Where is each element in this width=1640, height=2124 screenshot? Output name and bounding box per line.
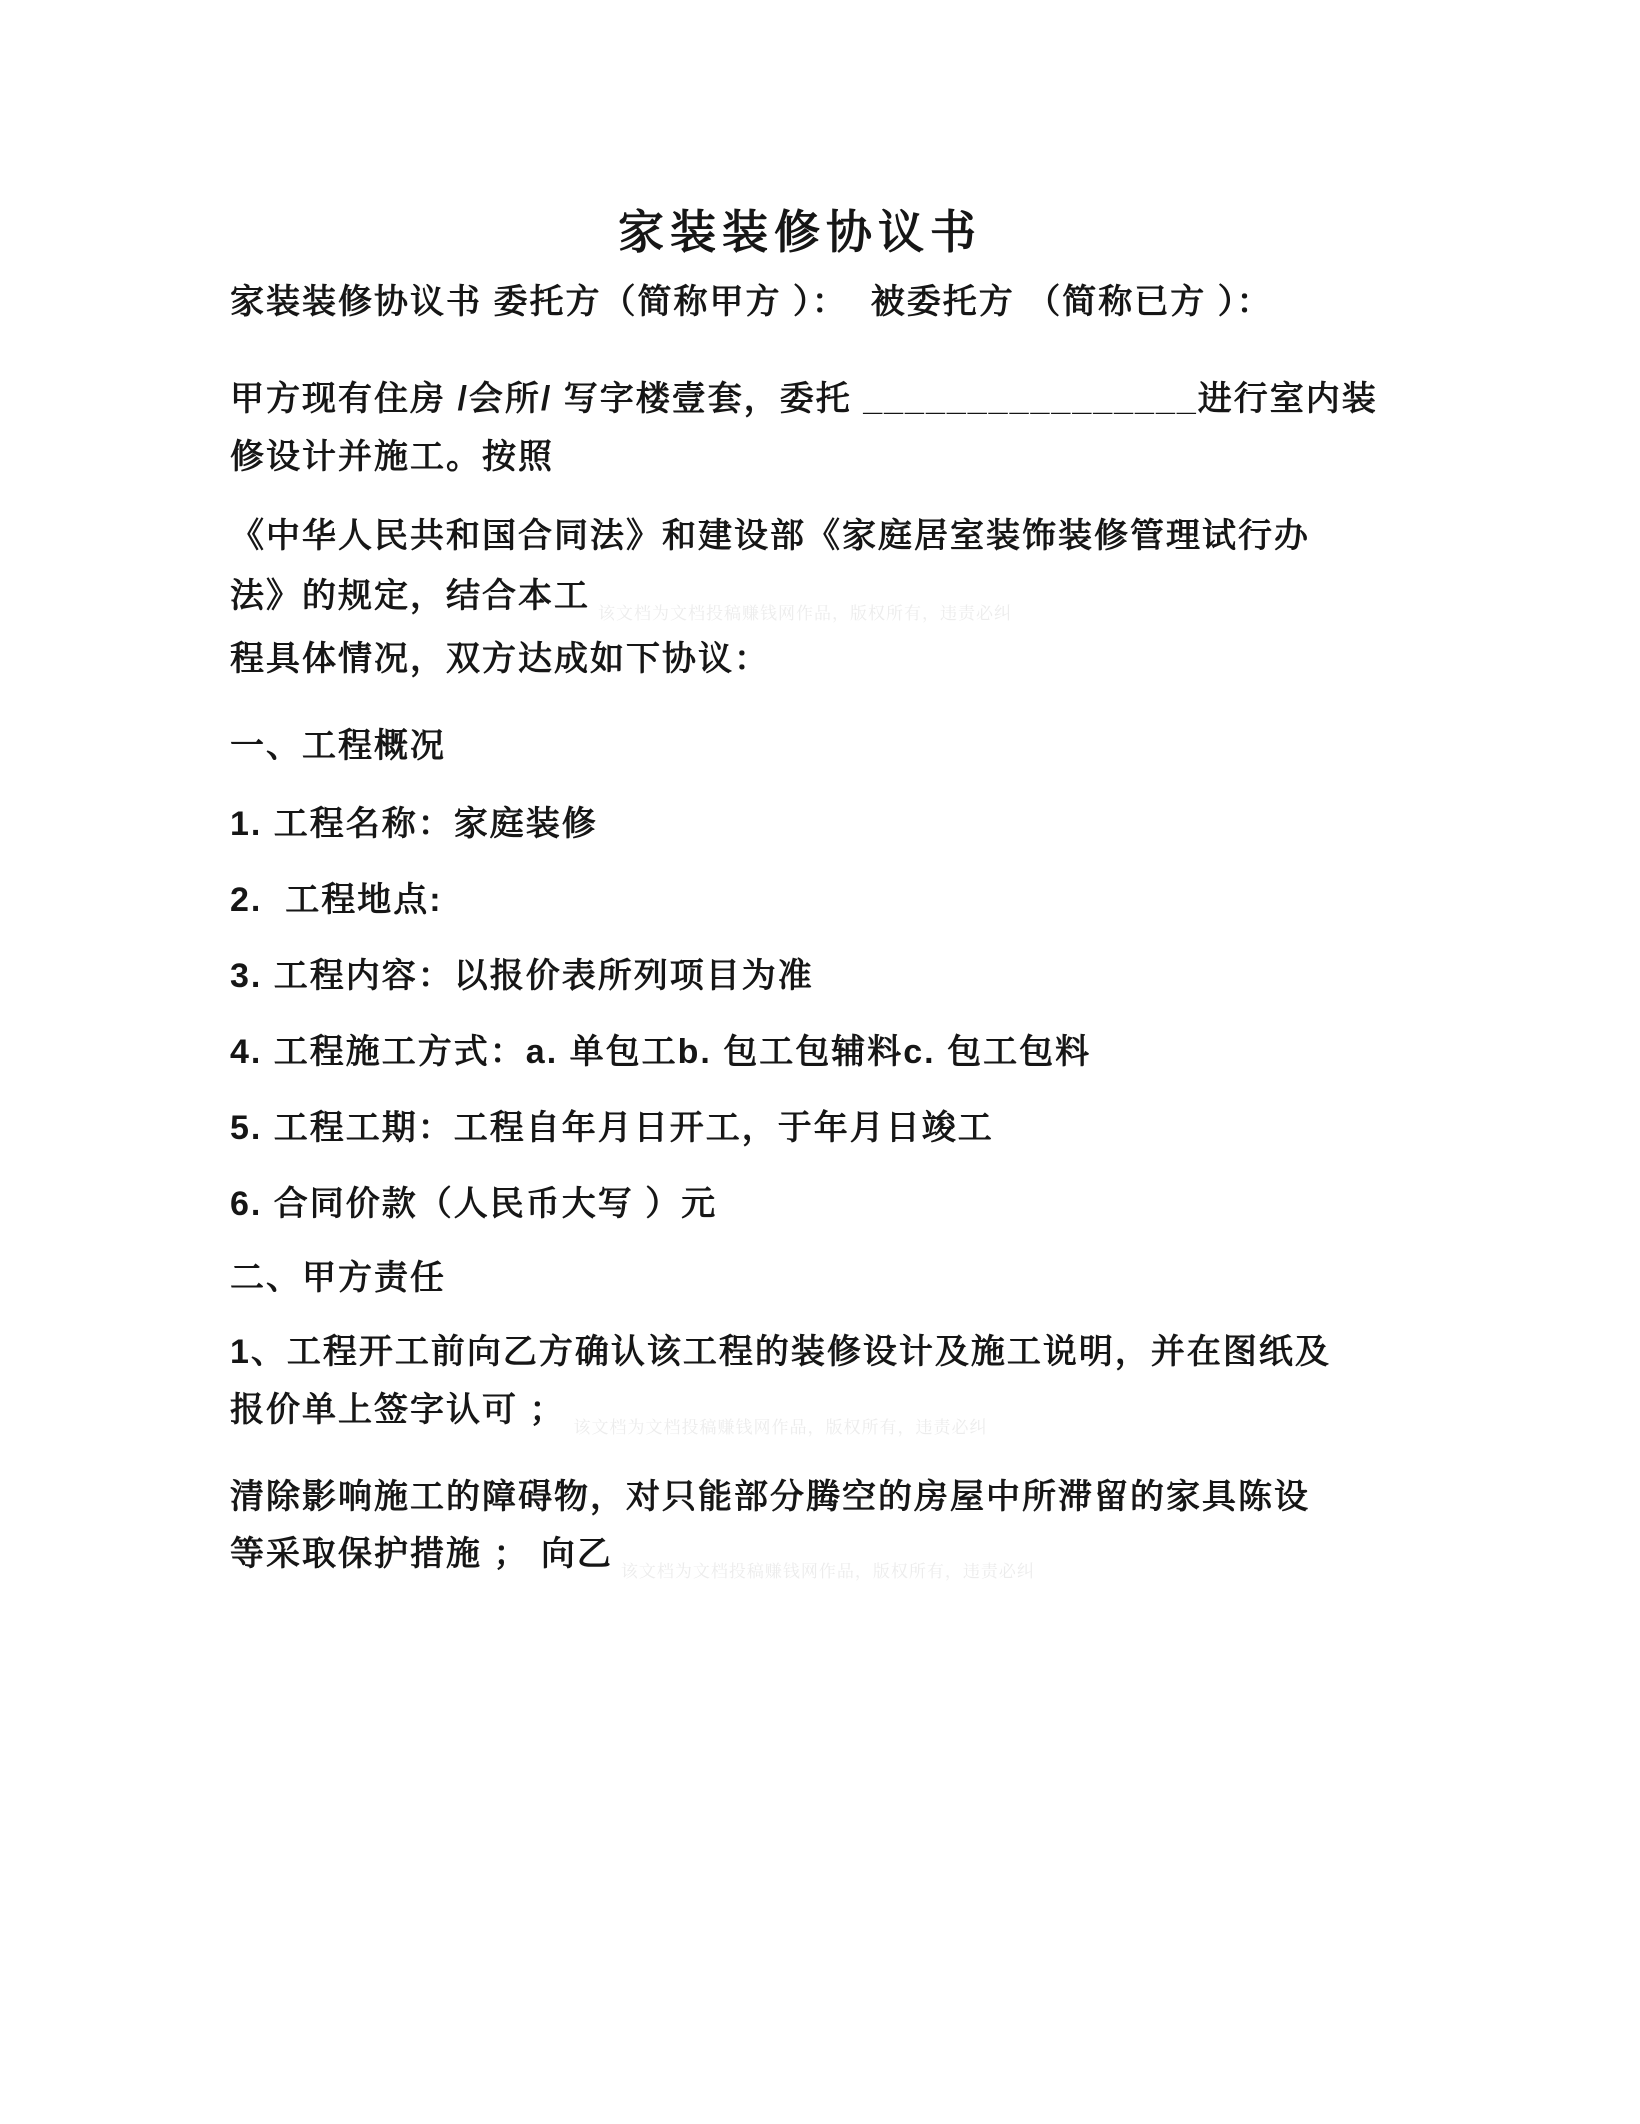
doc-line-text: 修设计并施工。按照	[230, 438, 554, 476]
doc-line-text: 二、甲方责任	[230, 1259, 446, 1297]
doc-line-text: 2. 工程地点:	[230, 881, 443, 919]
watermark-text: 该文档为文档投稿赚钱网作品，版权所有，违责必纠	[620, 1562, 1035, 1581]
doc-line-law-cont	[230, 577, 1012, 623]
doc-line-text: 家装装修协议书 委托方（简称甲方 ）： 被委托方 （简称已方 ）：	[230, 283, 1273, 321]
doc-line-text: 6. 合同价款（人民币大写 ）元	[230, 1185, 718, 1223]
doc-line-clear-obstacles	[230, 1479, 1310, 1516]
doc-line-agreement-intro	[230, 641, 770, 678]
doc-line-confirm-design-cont	[230, 1391, 988, 1437]
doc-line-text: 法》的规定，结合本工	[230, 577, 590, 615]
doc-line-text: 程具体情况，双方达成如下协议：	[230, 640, 770, 678]
section-heading-party-a-responsibility	[230, 1260, 446, 1297]
doc-line-text: 一、工程概况	[230, 727, 446, 765]
doc-line-premises	[230, 381, 1378, 418]
doc-line-text: 1. 工程名称：家庭装修	[230, 805, 598, 843]
doc-line-text: 等采取保护措施 ； 向乙	[230, 1535, 613, 1573]
doc-line-clear-obstacles-cont	[230, 1535, 1035, 1581]
doc-line-text: 甲方现有住房 /会所/ 写字楼壹套，委托 ________________进行室内装	[230, 380, 1378, 418]
doc-line-text: 《中华人民共和国合同法》和建设部《家庭居室装饰装修管理试行办	[230, 517, 1310, 555]
list-item-project-location	[230, 882, 443, 919]
section-heading-project-overview	[230, 728, 446, 765]
list-item-project-content	[230, 958, 814, 995]
doc-line-text: 5. 工程工期：工程自年月日开工，于年月日竣工	[230, 1109, 994, 1147]
list-item-project-duration	[230, 1110, 994, 1147]
page-title: 家装装修协议书	[618, 206, 982, 258]
doc-line-law	[230, 518, 1310, 555]
doc-line-parties	[230, 284, 1273, 321]
doc-line-text: 1、工程开工前向乙方确认该工程的装修设计及施工说明，并在图纸及	[230, 1333, 1331, 1371]
doc-line-text: 4. 工程施工方式：a. 单包工b. 包工包辅料c. 包工包料	[230, 1033, 1092, 1071]
doc-line-text: 清除影响施工的障碍物，对只能部分腾空的房屋中所滞留的家具陈设	[230, 1478, 1310, 1516]
list-item-construction-method	[230, 1034, 1091, 1071]
list-item-project-name	[230, 806, 598, 843]
document-content	[230, 0, 1378, 2124]
doc-line-premises-cont	[230, 439, 554, 476]
watermark-text: 该文档为文档投稿赚钱网作品，版权所有，违责必纠	[598, 604, 1012, 623]
doc-line-confirm-design	[230, 1334, 1331, 1371]
doc-line-text: 3. 工程内容：以报价表所列项目为准	[230, 957, 814, 995]
list-item-contract-price	[230, 1186, 717, 1223]
doc-line-text: 报价单上签字认可 ；	[230, 1391, 566, 1429]
watermark-text: 该文档为文档投稿赚钱网作品，版权所有，违责必纠	[573, 1418, 988, 1437]
